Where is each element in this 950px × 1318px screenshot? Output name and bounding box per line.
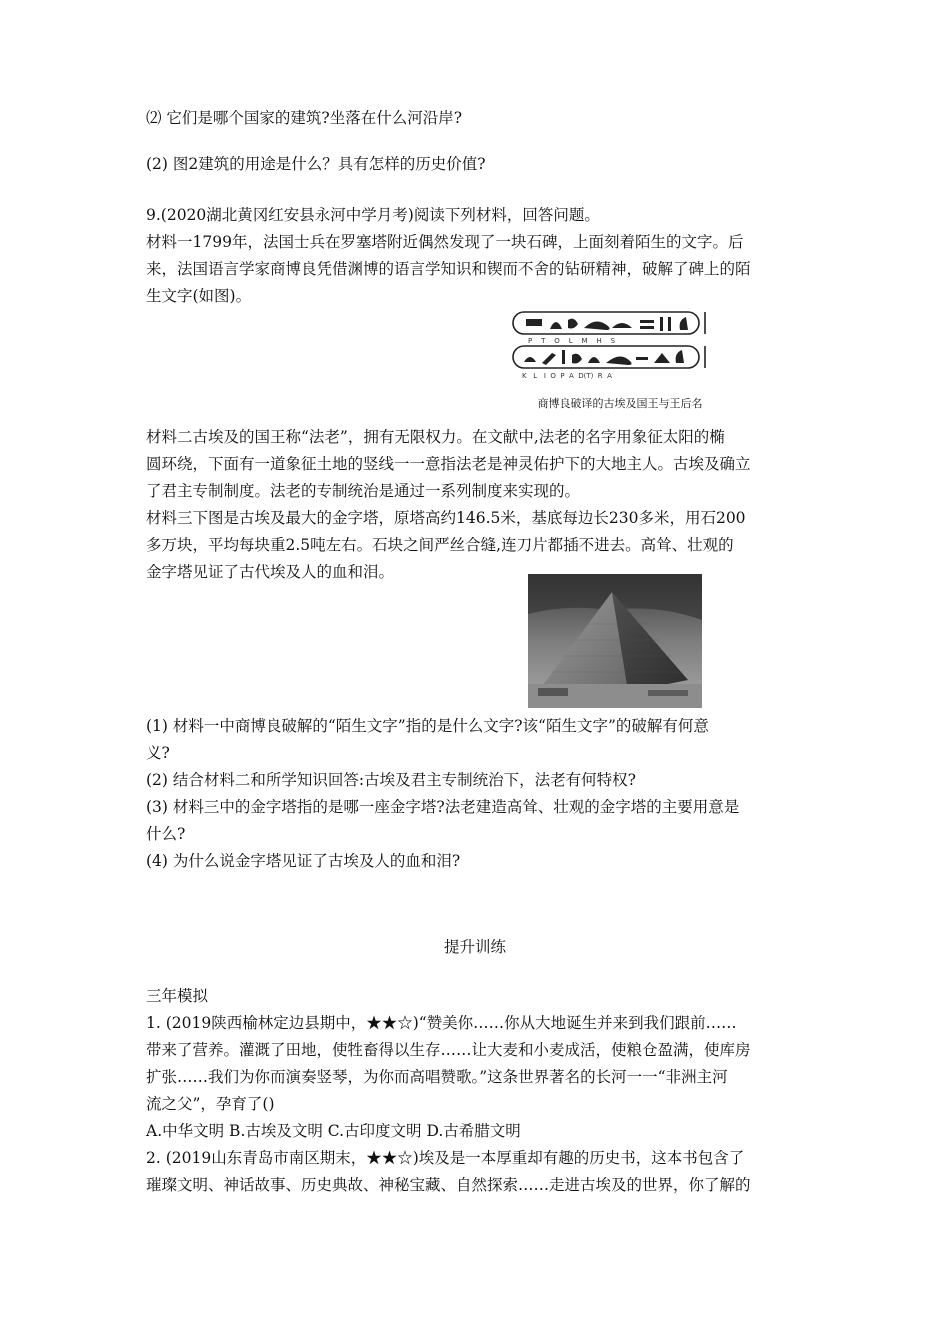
sub-question-1-line-2: 义? [146,744,170,762]
material-2-line-3: 了君主专制制度。法老的专制统治是通过一系列制度来实现的。 [146,482,581,500]
material-3-line-1: 材料三下图是古埃及最大的金字塔，原塔高约146.5米，基底每边长230多米，用石200 [146,509,746,527]
section-title: 提升训练 [443,938,506,956]
sub-question-3-line-2: 什么? [146,825,186,843]
problem-1-line-4: 流之父”，孕育了() [146,1095,275,1113]
problem-2-line-1: 2. (2019山东青岛市南区期末，★★☆)埃及是一本厚重却有趣的历史书，这本书包含了 [146,1149,745,1167]
pyramid-photo [528,574,702,708]
problem-1-line-2: 带来了营养。灌溉了田地，使牲畜得以生存……让大麦和小麦成活，使粮仓盈满，使库房 [146,1041,751,1059]
material-1-line-1: 材料一1799年，法国士兵在罗塞塔附近偶然发现了一块石碑，上面刻着陌生的文字。后 [146,233,744,251]
material-2-line-1: 材料二古埃及的国王称“法老”，拥有无限权力。在文献中,法老的名字用象征太阳的椭 [146,428,725,446]
material-3-line-3: 金字塔见证了古代埃及人的血和泪。 [146,563,395,581]
material-2-line-2: 圆环绕，下面有一道象征土地的竖线一一意指法老是神灵佑护下的大地主人。古埃及确立 [146,455,751,473]
row2-transliteration: K L I O P A D(T) R A [522,372,612,380]
subsection-title: 三年模拟 [146,987,209,1005]
sub-question-1-line-1: (1) 材料一中商博良破解的“陌生文字”指的是什么文字?该“陌生文字”的破解有何意 [146,717,709,735]
question-2-part-2: (2) 图2建筑的用途是什么？具有怎样的历史价值? [146,155,486,173]
question-9-title: 9.(2020湖北黄冈红安县永河中学月考)阅读下列材料，回答问题。 [146,206,600,224]
problem-1-line-3: 扩张……我们为你而演奏竖琴，为你而高唱赞歌。”这条世界著名的长河一一“非洲主河 [146,1068,728,1086]
material-1-line-3: 生文字(如图)。 [146,287,252,305]
question-1-part-2: ⑵ 它们是哪个国家的建筑?坐落在什么河沿岸? [146,109,463,127]
problem-2-line-2: 璀璨文明、神话故事、历史典故、神秘宝藏、自然探索……走进古埃及的世界，你了解的 [146,1176,751,1194]
problem-1-options: A.中华文明 B.古埃及文明 C.古印度文明 D.古希腊文明 [146,1122,521,1140]
material-3-line-2: 多万块，平均每块重2.5吨左右。石块之间严丝合缝,连刀片都插不进去。高耸、壮观的 [146,536,734,554]
sub-question-4: (4) 为什么说金字塔见证了古埃及人的血和泪? [146,852,461,870]
problem-1-line-1: 1. (2019陕西榆林定边县期中，★★☆)“赞美你……你从大地诞生并来到我们跟前…… [146,1014,737,1032]
sub-question-2: (2) 结合材料二和所学知识回答:古埃及君主专制统治下，法老有何特权? [146,771,636,789]
figure-caption: 商博良破译的古埃及国王与王后名 [537,397,703,410]
sub-question-3-line-1: (3) 材料三中的金字塔指的是哪一座金字塔?法老建造高耸、壮观的金字塔的主要用意是 [146,798,740,816]
row1-transliteration: P T O L M H S [528,337,616,345]
material-1-line-2: 来，法国语言学家商博良凭借渊博的语言学知识和锲而不舍的钻研精神，破解了碑上的陌 [146,260,751,278]
